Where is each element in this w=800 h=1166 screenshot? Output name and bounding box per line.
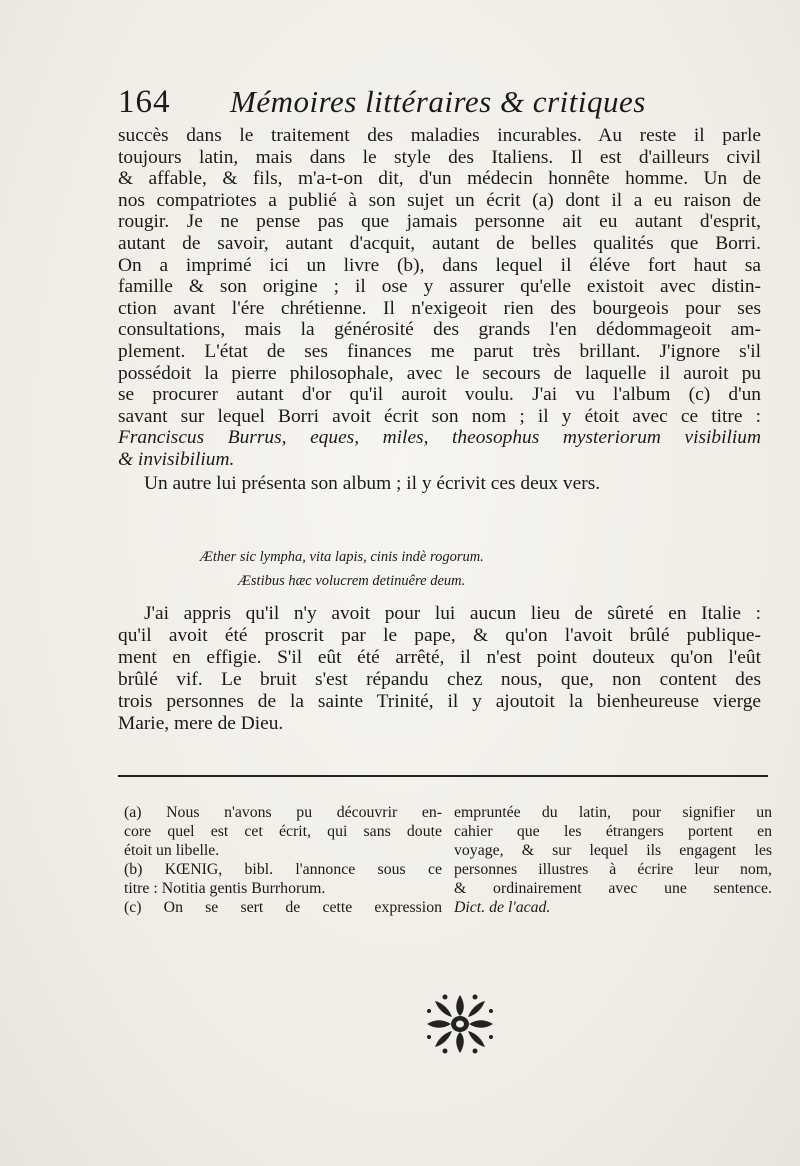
footnote-line: core quel est cet écrit, qui sans doute — [124, 823, 442, 840]
main-text — [118, 125, 761, 494]
text-line: trois personnes de la sainte Trinité, il y ajoutoit la bienheureuse vierge — [118, 691, 761, 712]
footnote-line: personnes illustres à écrire leur nom, — [454, 861, 772, 878]
text-line: J'ai appris qu'il n'y avoit pour lui aucun lieu de sûreté en Italie : — [144, 603, 761, 624]
latin-verse — [200, 545, 620, 593]
footnote-line: (c) On se sert de cette expression — [124, 899, 442, 916]
text-line: rougir. Je ne pense pas que jamais personne ait eu autant d'esprit, — [118, 211, 761, 233]
footnote-line: (a) Nous n'avons pu découvrir en- — [124, 804, 442, 821]
paragraph-1 — [118, 125, 761, 471]
footnote-line: & ordinairement avec une sentence. — [454, 880, 772, 897]
text-line: autant de savoir, autant d'acquit, autant de belles qualités que Borri. — [118, 232, 761, 254]
text-line: plement. L'état de ses finances me parut très brillant. J'ignore s'il — [118, 340, 761, 362]
footnote-line: cahier que les étrangers portent en — [454, 823, 772, 840]
footnotes-right-column — [454, 803, 772, 917]
footnote-divider — [118, 775, 768, 777]
text-line: nos compatriotes a publié à son sujet un écrit (a) dont il a eu raison de — [118, 189, 761, 211]
text-line: consultations, mais la générosité des grands l'en dédommageoit am- — [118, 319, 761, 341]
running-title: Mémoires littéraires & critiques — [230, 84, 646, 119]
footnote-line: Dict. de l'acad. — [454, 899, 551, 916]
album-inscription-line: & invisibilium. — [118, 448, 235, 470]
footnote-line: empruntée du latin, pour signifier un — [454, 804, 772, 821]
text-line: qu'il avoit été proscrit par le pape, & qu'on l'avoit brûlé publique- — [118, 625, 761, 646]
text-line: succès dans le traitement des maladies incurables. Au reste il parle — [118, 125, 761, 146]
text-line: ction avant l'ére chrétienne. Il n'exigeoit rien des bourgeois pour ses — [118, 297, 761, 319]
text-line: famille & son origine ; il ose y assurer qu'elle existoit avec distin- — [118, 276, 761, 298]
footnote-line: titre : Notitia gentis Burrhorum. — [124, 880, 326, 897]
footnote-line: étoit un libelle. — [124, 842, 220, 859]
text-line: toujours latin, mais dans le style des Italiens. Il est d'ailleurs civil — [118, 146, 761, 168]
verse-line: Æther sic lympha, vita lapis, cinis indè rogorum. — [200, 549, 484, 565]
text-line: savant sur lequel Borri avoit écrit son nom ; il y étoit avec ce titre : — [118, 405, 761, 427]
text-line: se procurer autant d'or qu'il auroit voulu. J'ai vu l'album (c) d'un — [118, 384, 761, 406]
footnote-line: voyage, & sur lequel ils engagent les — [454, 842, 772, 859]
page-header — [118, 84, 758, 130]
text-line: On a imprimé ici un livre (b), dans lequel il éléve fort haut sa — [118, 254, 761, 276]
paragraph-3 — [118, 603, 761, 735]
verse-line: Æstibus hæc volucrem detinuêre deum. — [238, 573, 466, 589]
text-line: ment en effigie. S'il eût été arrêté, il n'est point douteux qu'on l'eût — [118, 647, 761, 668]
footnotes-left-column — [124, 803, 442, 917]
footnote-line: (b) KŒNIG, bibl. l'annonce sous ce — [124, 861, 442, 878]
text-line: & affable, & fils, m'a-t-on dit, d'un médecin honnête homme. Un de — [118, 168, 761, 190]
album-inscription-line: Franciscus Burrus, eques, miles, theosophus mysteriorum visibilium — [118, 427, 761, 449]
text-line: brûlé vif. Le bruit s'est répandu chez nous, que, non content des — [118, 669, 761, 690]
page-number: 164 — [118, 84, 171, 120]
text-line: possédoit la pierre philosophale, avec le secours de laquelle il auroit pu — [118, 362, 761, 384]
text-line: Un autre lui présenta son album ; il y écrivit ces deux vers. — [144, 472, 601, 494]
paragraph-2 — [118, 473, 761, 495]
text-line: Marie, mere de Dieu. — [118, 713, 284, 734]
floral-tailpiece-icon — [425, 993, 495, 1055]
